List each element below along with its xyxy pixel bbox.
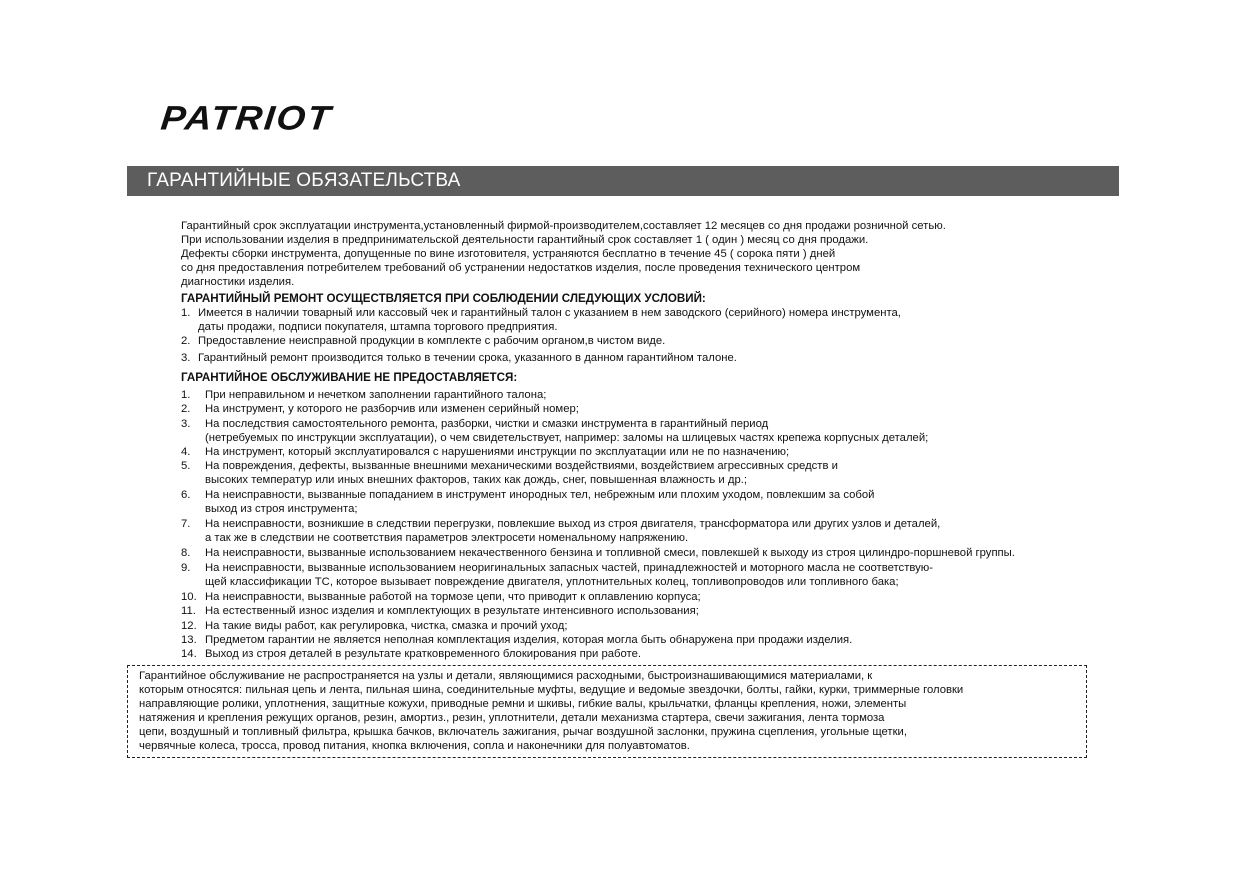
exclusion-number: 10. — [181, 591, 197, 603]
note-line: направляющие ролики, уплотнения, защитные кожухи, приводные ремни и шкивы, гибкие валы, крыльчатки, фланцы крепления, ножи, элементы — [139, 698, 907, 710]
exclusion-number: 14. — [181, 648, 197, 660]
exclusion-number: 5. — [181, 460, 191, 472]
exclusion-number: 8. — [181, 547, 191, 559]
patriot-logo: PATRIOT — [159, 99, 334, 137]
exclusion-number: 11. — [181, 605, 196, 617]
exclusion-text: Предметом гарантии не является неполная комплектация изделия, которая могла быть обнаружена при продажи изделия. — [205, 634, 853, 646]
section-title-bar — [127, 166, 1119, 196]
exclusion-text: На неисправности, вызванные работой на тормозе цепи, что приводит к оплавлению корпуса; — [205, 591, 701, 603]
exclusion-text: высоких температур или иных внешних факторов, таких как дождь, снег, повышенная влажность и др.; — [205, 474, 748, 486]
exclusion-number: 6. — [181, 489, 191, 501]
exclusion-text: (нетребуемых по инструкции эксплуатации), о чем свидетельствует, например: заломы на шлицевых частях крепежа корпусных деталей; — [205, 432, 929, 444]
intro-line: диагностики изделия. — [181, 276, 295, 288]
condition-number: 1. — [181, 307, 191, 319]
exclusion-text: щей классификации ТС, которое вызывает повреждение двигателя, уплотнительных колец, топливопроводов или топливного бака; — [205, 576, 899, 588]
exclusion-text: а так же в следствии не соответствия параметров электросети номенальному напряжению. — [205, 532, 689, 544]
exclusion-number: 7. — [181, 518, 191, 530]
exclusion-text: На последствия самостоятельного ремонта, разборки, чистки и смазки инструмента в гарантийный период — [205, 418, 769, 430]
exclusion-text: На неисправности, вызванные использованием неоригинальных запасных частей, принадлежностей и моторного масла не соответствую- — [205, 562, 934, 574]
intro-line: со дня предоставления потребителем требований об устранении недостатков изделия, после проведения технического центром — [181, 262, 861, 274]
exclusion-text: выход из строя инструмента; — [205, 503, 358, 515]
condition-text: даты продажи, подписи покупателя, штампа торгового предприятия. — [198, 321, 558, 333]
exclusion-number: 4. — [181, 446, 191, 458]
exclusion-text: Выход из строя деталей в результате кратковременного блокирования при работе. — [205, 648, 642, 660]
note-line: Гарантийное обслуживание не распространяется на узлы и детали, являющимися расходными, быстроизнашивающимися материалами, к — [139, 670, 873, 682]
exclusion-number: 1. — [181, 389, 191, 401]
exclusion-text: На неисправности, вызванные использованием некачественного бензина и топливной смеси, повлекшей к выходу из строя цилиндро-поршневой группы. — [205, 547, 1015, 559]
exclusion-text: На повреждения, дефекты, вызванные внешними механическими воздействиями, воздействием агрессивных средств и — [205, 460, 838, 472]
note-line: червячные колеса, тросса, провод питания, кнопка включения, сопла и наконечники для полуавтоматов. — [139, 740, 690, 752]
exclusion-number: 9. — [181, 562, 191, 574]
intro-line: При использовании изделия в предпринимательской деятельности гарантийный срок составляет 1 ( один ) месяц со дня продажи. — [181, 234, 869, 246]
exclusion-text: На такие виды работ, как регулировка, чистка, смазка и прочий уход; — [205, 620, 568, 632]
condition-text: Имеется в наличии товарный или кассовый чек и гарантийный талон с указанием в нем заводского (серийного) номера инструмента, — [198, 307, 901, 319]
exclusions-heading: ГАРАНТИЙНОЕ ОБСЛУЖИВАНИЕ НЕ ПРЕДОСТАВЛЯЕТСЯ: — [181, 371, 518, 384]
note-line: цепи, воздушный и топливный фильтра, крышка бачков, включатель зажигания, рычаг воздушной заслонки, пружина сцепления, угольные щетки, — [139, 726, 907, 738]
exclusion-number: 3. — [181, 418, 191, 430]
exclusion-text: На естественный износ изделия и комплектующих в результате интенсивного использования; — [205, 605, 699, 617]
condition-text: Гарантийный ремонт производится только в течении срока, указанного в данном гарантийном талоне. — [198, 352, 737, 364]
condition-number: 3. — [181, 352, 191, 364]
intro-line: Гарантийный срок эксплуатации инструмента,установленный фирмой-производителем,составляет 12 месяцев со дня продажи розничной сетью. — [181, 220, 946, 232]
intro-line: Дефекты сборки инструмента, допущенные по вине изготовителя, устраняются бесплатно в течение 45 ( сорока пяти ) дней — [181, 248, 836, 260]
exclusion-number: 2. — [181, 403, 191, 415]
exclusion-text: При неправильном и нечетком заполнении гарантийного талона; — [205, 389, 547, 401]
exclusion-number: 12. — [181, 620, 197, 632]
exclusion-text: На инструмент, который эксплуатировался с нарушениями инструкции по эксплуатации или не по назначению; — [205, 446, 790, 458]
note-line: которым относятся: пильная цепь и лента, пильная шина, соединительные муфты, ведущие и ведомые звездочки, болты, гайки, курки, триммерные головки — [139, 684, 964, 696]
condition-number: 2. — [181, 335, 191, 347]
condition-text: Предоставление неисправной продукции в комплекте с рабочим органом,в чистом виде. — [198, 335, 666, 347]
note-line: натяжения и крепления режущих органов, резин, амортиз., резин, уплотнители, детали механизма стартера, свечи зажигания, лента тормоза — [139, 712, 885, 724]
exclusion-text: На инструмент, у которого не разборчив или изменен серийный номер; — [205, 403, 579, 415]
exclusion-number: 13. — [181, 634, 197, 646]
exclusion-text: На неисправности, вызванные попаданием в инструмент инородных тел, небрежным или плохим уходом, повлекшим за собой — [205, 489, 875, 501]
exclusion-text: На неисправности, возникшие в следствии перегрузки, повлекшие выход из строя двигателя, трансформатора или других узлов и деталей, — [205, 518, 941, 530]
conditions-heading: ГАРАНТИЙНЫЙ РЕМОНТ ОСУЩЕСТВЛЯЕТСЯ ПРИ СОБЛЮДЕНИИ СЛЕДУЮЩИХ УСЛОВИЙ: — [181, 292, 706, 305]
section-title: ГАРАНТИЙНЫЕ ОБЯЗАТЕЛЬСТВА — [147, 170, 461, 191]
